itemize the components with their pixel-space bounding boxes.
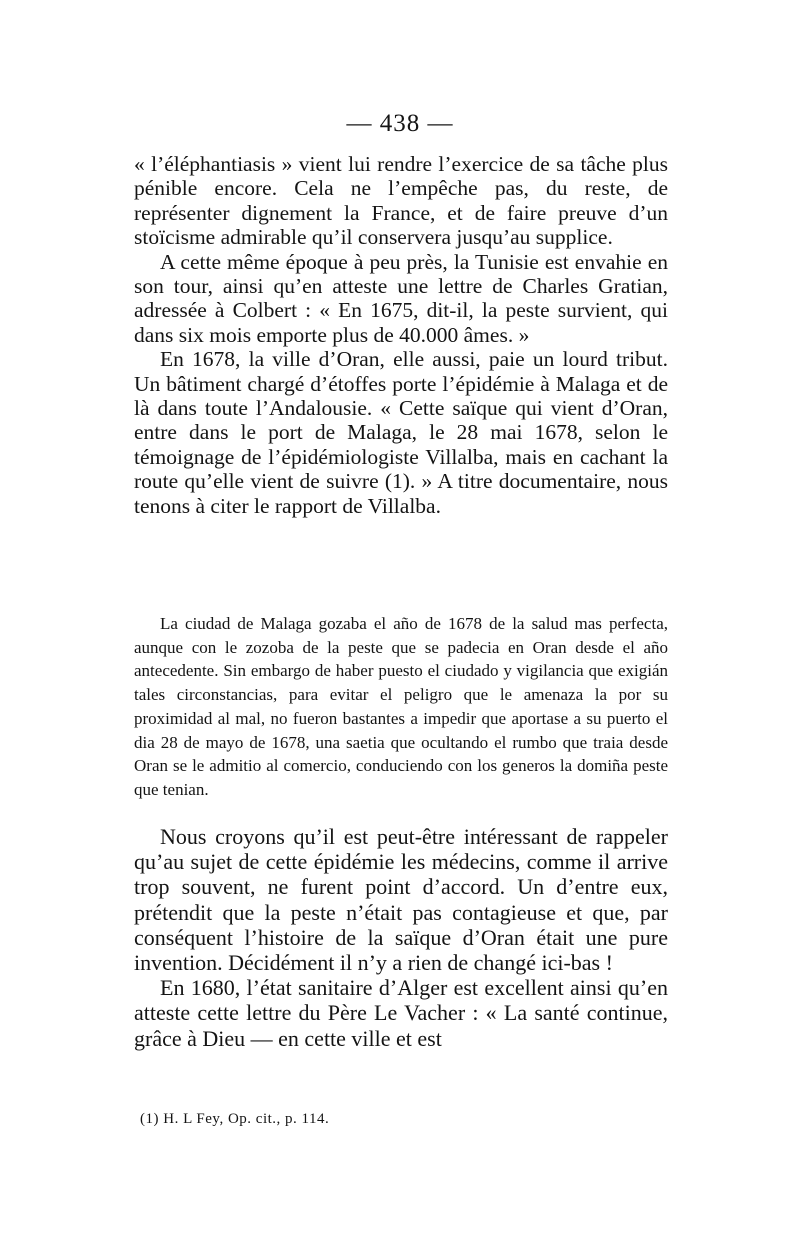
- footnote: (1) H. L Fey, Op. cit., p. 114.: [140, 1111, 330, 1127]
- main-text-upper: [134, 152, 668, 518]
- quote-text: La ciudad de Malaga gozaba el año de 1678 de la salud mas perfecta, aunque con le zozoba de la peste que se padecia en Oran desde el año antecedente. Sin embargo de haber puesto el ciudado y vigilancia que exigián tales circonstancias, para evitar el peligro que le amenaza la por su proximidad al mal, no fueron bastantes a impedir que aportase a su puerto el dia 28 de mayo de 1678, una saetia que ocultando el rumbo que traia desde Oran se le admitio al comercio, conduciendo con los generos la domiña peste que tenian.: [134, 614, 668, 799]
- page-number: — 438 —: [346, 110, 454, 137]
- paragraph: « l’éléphantiasis » vient lui rendre l’exercice de sa tâche plus pénible encore. Cela ne l’empêche pas, du reste, de représenter dignement la France, et de faire preuve d’un stoïcisme admirable qu’il conservera jusqu’au supplice.: [134, 152, 668, 250]
- main-text-lower: [134, 824, 668, 1051]
- paragraph: En 1678, la ville d’Oran, elle aussi, paie un lourd tribut. Un bâtiment chargé d’étoffes porte l’épidémie à Malaga et de là dans toute l’Andalousie. « Cette saïque qui vient d’Oran, entre dans le port de Malaga, le 28 mai 1678, selon le témoignage de l’épidémiologiste Villalba, mais en cachant la route qu’elle vient de suivre (1). » A titre documentaire, nous tenons à citer le rapport de Villalba.: [134, 347, 668, 518]
- paragraph: En 1680, l’état sanitaire d’Alger est excellent ainsi qu’en atteste cette lettre du Père Le Vacher : « La santé continue, grâce à Dieu — en cette ville et est: [134, 975, 668, 1051]
- paragraph: A cette même époque à peu près, la Tunisie est envahie en son tour, ainsi qu’en atteste une lettre de Charles Gratian, adressée à Colbert : « En 1675, dit-il, la peste survient, qui dans six mois emporte plus de 40.000 âmes. »: [134, 249, 668, 347]
- block-quote: [134, 612, 668, 802]
- paragraph: Nous croyons qu’il est peut-être intéressant de rappeler qu’au sujet de cette épidémie les médecins, comme il arrive trop souvent, ne furent point d’accord. Un d’entre eux, prétendit que la peste n’était pas contagieuse et que, par conséquent l’histoire de la saïque d’Oran était une pure invention. Décidément il n’y a rien de changé ici-bas !: [134, 824, 668, 976]
